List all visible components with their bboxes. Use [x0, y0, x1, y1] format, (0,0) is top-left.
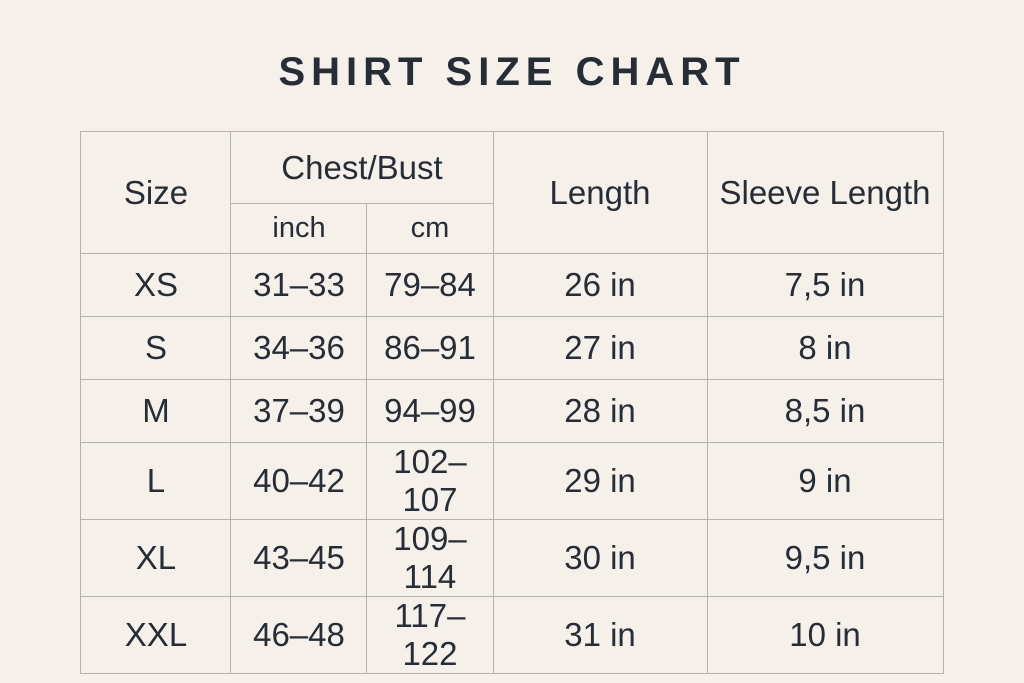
column-header-sleeve-length: Sleeve Length [707, 132, 943, 254]
sleeve-length-cell: 7,5 in [707, 254, 943, 317]
size-cell: XL [81, 520, 231, 597]
column-header-length: Length [493, 132, 707, 254]
table-row-l [81, 443, 943, 520]
column-header-size: Size [81, 132, 231, 254]
chest-inch-cell: 31–33 [231, 254, 367, 317]
sleeve-length-cell: 9 in [707, 443, 943, 520]
length-cell: 27 in [493, 317, 707, 380]
length-cell: 28 in [493, 380, 707, 443]
page-title: SHIRT SIZE CHART [278, 50, 746, 94]
table-row-m [81, 380, 943, 443]
sleeve-length-cell: 8 in [707, 317, 943, 380]
chest-cm-cell: 86–91 [367, 317, 493, 380]
chest-cm-cell: 102–107 [367, 443, 493, 520]
sleeve-length-cell: 9,5 in [707, 520, 943, 597]
column-header-chest-bust: Chest/Bust [231, 132, 493, 204]
table-row-s [81, 317, 943, 380]
length-cell: 29 in [493, 443, 707, 520]
chest-cm-cell: 117–122 [367, 597, 493, 674]
table-row-xxl [81, 597, 943, 674]
chest-cm-cell: 79–84 [367, 254, 493, 317]
size-cell: XXL [81, 597, 231, 674]
chest-cm-cell: 94–99 [367, 380, 493, 443]
length-cell: 30 in [493, 520, 707, 597]
size-cell: L [81, 443, 231, 520]
chest-inch-cell: 40–42 [231, 443, 367, 520]
header-row-top [81, 132, 943, 204]
subheader-inch: inch [231, 204, 367, 254]
length-cell: 26 in [493, 254, 707, 317]
table-row-xl [81, 520, 943, 597]
chest-inch-cell: 37–39 [231, 380, 367, 443]
size-cell: XS [81, 254, 231, 317]
sleeve-length-cell: 8,5 in [707, 380, 943, 443]
sleeve-length-cell: 10 in [707, 597, 943, 674]
chest-cm-cell: 109–114 [367, 520, 493, 597]
subheader-cm: cm [367, 204, 493, 254]
chest-inch-cell: 43–45 [231, 520, 367, 597]
size-chart-table [80, 131, 943, 674]
length-cell: 31 in [493, 597, 707, 674]
chest-inch-cell: 34–36 [231, 317, 367, 380]
size-cell: M [81, 380, 231, 443]
size-cell: S [81, 317, 231, 380]
chest-inch-cell: 46–48 [231, 597, 367, 674]
table-row-xs [81, 254, 943, 317]
